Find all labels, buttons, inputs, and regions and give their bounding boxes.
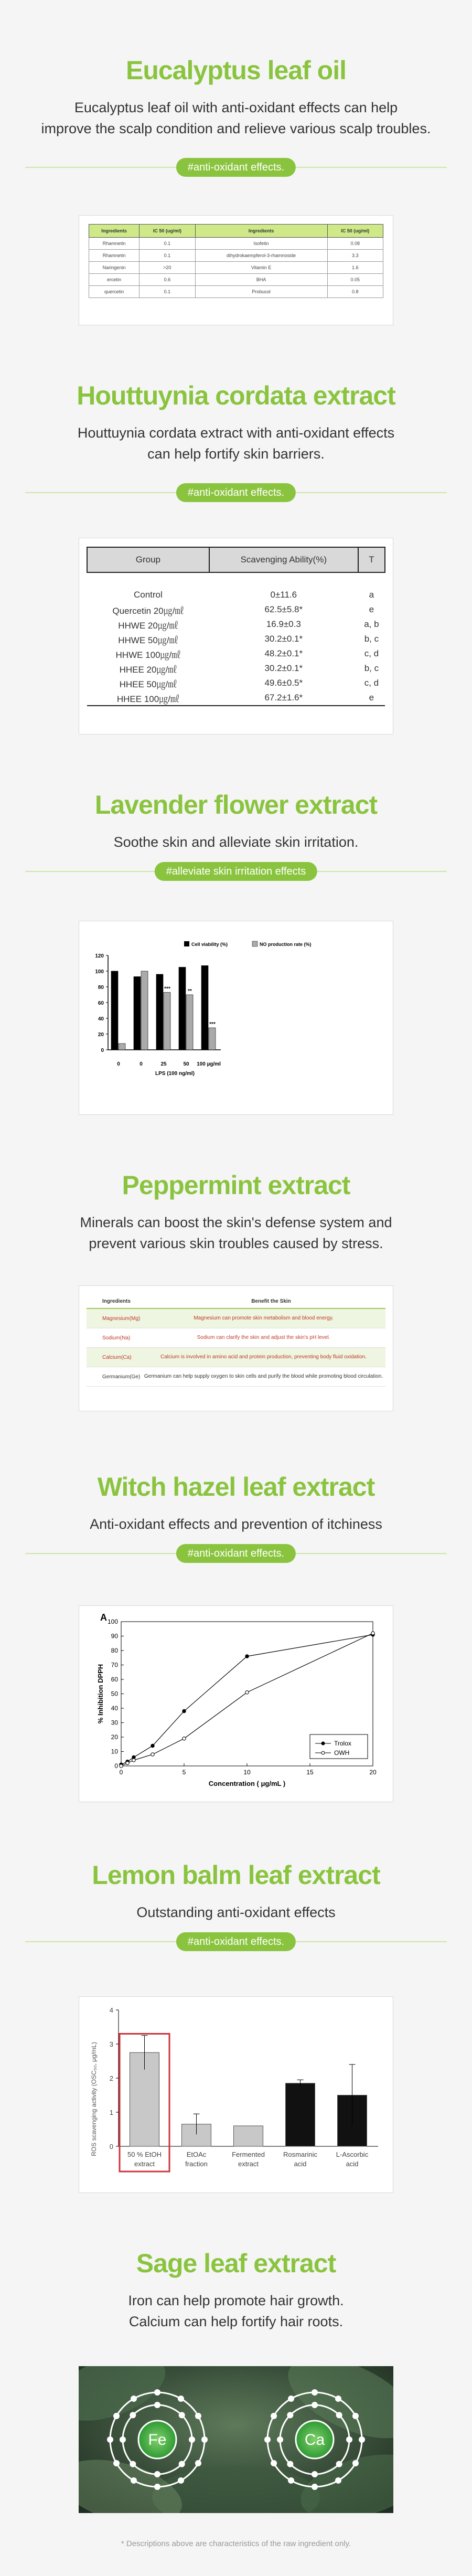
y-tick-label: 10 <box>111 1748 118 1755</box>
section-title: Sage leaf extract <box>136 2249 336 2278</box>
y-tick-label: 0 <box>101 1048 104 1053</box>
data-point <box>183 1709 186 1712</box>
data-point <box>245 1655 249 1658</box>
table-row: Sodium(Na) Sodium can clarify the skin and adjust the skin's pH level. <box>87 1328 385 1348</box>
section-title: Eucalyptus leaf oil <box>125 56 346 85</box>
data-point <box>245 1691 249 1694</box>
electron-dot <box>312 2389 318 2396</box>
legend-label: OWH <box>334 1749 350 1757</box>
x-tick-label: 50 % EtOH <box>127 2151 162 2158</box>
section-title: Houttuynia cordata extract <box>77 381 395 410</box>
electron-dot <box>179 2412 185 2418</box>
sage-leaf-image <box>79 2366 393 2513</box>
y-tick-label: 0 <box>109 2143 113 2151</box>
section-desc-line: Eucalyptus leaf oil with anti-oxidant effects can help <box>74 100 398 115</box>
section-desc-line: Outstanding anti-oxidant effects <box>136 1904 336 1920</box>
data-point <box>371 1632 374 1635</box>
electron-dot <box>195 2413 201 2419</box>
data-point <box>126 1761 129 1764</box>
y-tick-label: 80 <box>98 985 104 991</box>
y-tick-label: 120 <box>95 953 104 959</box>
ic50-table-card <box>79 215 393 325</box>
electron-dot <box>178 2477 184 2484</box>
table-row: Germanium(Ge) Germanium can help supply oxygen to skin cells and purify the blood while promoting blood circulation. <box>87 1367 385 1387</box>
significance-mark: *** <box>209 1021 216 1027</box>
significance-mark: *** <box>164 986 170 992</box>
section-desc-line: can help fortify skin barriers. <box>147 446 325 462</box>
electron-dot <box>131 2396 137 2402</box>
y-tick-label: 80 <box>111 1647 118 1654</box>
electron-dot <box>352 2413 359 2419</box>
panel-label: A <box>100 1612 107 1623</box>
y-tick-label: 40 <box>98 1016 104 1022</box>
effect-badge: #anti-oxidant effects. <box>176 1544 296 1563</box>
table-row: Rhamnetin 0.1 Isofetin 0.08 <box>89 238 383 250</box>
legend-marker <box>321 1751 325 1754</box>
table-row: HHWE 100㎍/㎖ 48.2±0.1* c, d <box>115 648 379 660</box>
lavender-chart-card <box>79 921 393 1115</box>
table-row: Rhamnetin 0.1 dihydrokaempferol-3-rhamnoside 3.3 <box>89 250 383 262</box>
x-tick-label: 5 <box>182 1769 186 1776</box>
electron-dot <box>113 2460 120 2466</box>
legend-marker <box>321 1742 325 1745</box>
electron-dot <box>271 2460 277 2466</box>
y-tick-label: 20 <box>111 1733 118 1741</box>
electron-dot <box>287 2461 293 2467</box>
significance-mark: ** <box>188 988 192 994</box>
x-tick-label: 20 <box>369 1769 377 1776</box>
witch-hazel-section <box>0 1472 472 1564</box>
y-tick-label: 3 <box>109 2040 113 2048</box>
y-tick-label: 60 <box>98 1000 104 1006</box>
chart-bar <box>286 2083 315 2146</box>
electron-dot <box>113 2413 120 2419</box>
chart-bar <box>209 1028 216 1050</box>
x-tick-label: extract <box>238 2160 259 2168</box>
data-point <box>120 1764 123 1768</box>
y-tick-label: 100 <box>95 969 104 975</box>
x-tick-label: 15 <box>306 1769 314 1776</box>
electron-dot <box>346 2436 352 2443</box>
table-row: HHEE 50㎍/㎖ 49.6±0.5* c, d <box>119 678 379 689</box>
electron-dot <box>336 2461 342 2467</box>
section-title: Lemon balm leaf extract <box>92 1860 380 1890</box>
table-header: Ingredients <box>89 225 140 238</box>
x-tick-label: 0 <box>140 1061 143 1067</box>
badge-row <box>0 482 472 503</box>
y-tick-label: 100 <box>107 1618 118 1625</box>
y-axis-label: % Inhibition DPPH <box>96 1664 104 1724</box>
table-header: IC 50 (ug/ml) <box>140 225 195 238</box>
badge-row <box>0 1931 472 1952</box>
y-tick-label: 60 <box>111 1676 118 1683</box>
chart-bar <box>134 977 141 1050</box>
badge-row <box>0 157 472 178</box>
electron-dot <box>312 2471 318 2477</box>
lemon-balm-chart-card <box>79 1996 393 2193</box>
table-row: HHWE 50㎍/㎖ 30.2±0.1* b, c <box>118 634 379 645</box>
x-tick-label: Rosmarinic <box>283 2151 318 2158</box>
badge-row <box>0 1543 472 1564</box>
electron-dot <box>154 2484 160 2490</box>
section-desc-line: Iron can help promote hair growth. <box>128 2293 344 2308</box>
table-row: HHEE 100㎍/㎖ 67.2±1.6* e <box>87 690 385 706</box>
dpph-inhibition-line-chart <box>79 1606 393 1802</box>
electron-dot <box>271 2413 277 2419</box>
table-header: Benefit the Skin <box>142 1294 385 1308</box>
legend-swatch <box>252 941 258 946</box>
y-tick-label: 0 <box>114 1762 118 1770</box>
electron-dot <box>264 2436 271 2443</box>
atom-label: Fe <box>148 2431 167 2449</box>
effect-badge: #anti-oxidant effects. <box>176 1932 296 1951</box>
electron-dot <box>201 2436 208 2443</box>
table-row: Magnesium(Mg) Magnesium can promote skin metabolism and blood energy. <box>87 1308 385 1328</box>
x-tick-label: 25 <box>160 1061 167 1067</box>
section-desc-line: Houttuynia cordata extract with anti-oxidant effects <box>77 425 395 441</box>
electron-dot <box>359 2436 365 2443</box>
table-row: quercetin 0.1 Probucol 0.8 <box>89 286 383 298</box>
data-point <box>183 1737 186 1740</box>
table-header: IC 50 (ug/ml) <box>327 225 383 238</box>
houttuynia-section <box>0 380 472 503</box>
y-tick-label: 20 <box>98 1032 104 1038</box>
x-tick-label: fraction <box>185 2160 208 2168</box>
electron-dot <box>130 2461 136 2467</box>
x-tick-label: 100 µg/ml <box>197 1061 221 1067</box>
table-row: ercetin 0.6 BHA 0.05 <box>89 274 383 286</box>
chart-bar <box>141 971 148 1050</box>
y-tick-label: 40 <box>111 1705 118 1712</box>
legend-swatch <box>184 941 189 946</box>
mineral-table-card <box>79 1285 393 1411</box>
electron-dot <box>107 2436 113 2443</box>
x-axis-label: LPS (100 ng/ml) <box>155 1071 195 1077</box>
section-desc-line: Anti-oxidant effects and prevention of itchiness <box>90 1516 382 1532</box>
table-header: Ingredients <box>87 1294 142 1308</box>
table-row: HHWE 20㎍/㎖ 16.9±0.3 a, b <box>118 619 379 631</box>
table-row: Calcium(Ca) Calcium is involved in amino acid and protein production, preventing body fluid oxidation. <box>87 1348 385 1367</box>
section-desc-line: improve the scalp condition and relieve various scalp troubles. <box>41 121 431 136</box>
chart-bar <box>111 971 118 1050</box>
x-axis-label: Concentration ( μg/mL ) <box>208 1780 286 1787</box>
electron-dot <box>154 2389 160 2396</box>
y-tick-label: 30 <box>111 1719 118 1727</box>
electron-dot <box>288 2477 294 2484</box>
y-tick-label: 70 <box>111 1661 118 1669</box>
table-row: Quercetin 20㎍/㎖ 62.5±5.8* e <box>112 604 374 616</box>
chart-bar <box>156 974 163 1050</box>
electron-dot <box>287 2412 293 2418</box>
ic50-table <box>89 224 383 298</box>
x-tick-label: 0 <box>117 1061 120 1067</box>
chart-bar <box>179 967 186 1050</box>
legend-label: NO production rate (%) <box>260 942 312 947</box>
table-row: Control 0±11.6 a <box>133 590 374 600</box>
scavenging-table-card <box>79 538 393 735</box>
chart-bar <box>201 966 208 1050</box>
electron-dot <box>277 2436 283 2443</box>
sage-mineral-illustration <box>79 2366 393 2513</box>
y-tick-label: 2 <box>109 2074 113 2082</box>
section-desc-line: Minerals can boost the skin's defense system and <box>80 1215 392 1230</box>
footnote: * Descriptions above are characteristics of the raw ingredient only. <box>121 2539 351 2548</box>
legend-label: Cell viability (%) <box>191 942 228 947</box>
electron-dot <box>335 2477 341 2484</box>
eucalyptus-section <box>0 55 472 178</box>
legend-label: Trolox <box>334 1740 351 1747</box>
peppermint-section <box>0 1170 472 1254</box>
electron-dot <box>131 2477 137 2484</box>
data-point <box>132 1759 135 1762</box>
table-header: Group <box>87 547 209 572</box>
x-tick-label: Fermented <box>232 2151 265 2158</box>
electron-dot <box>120 2436 126 2443</box>
table-header: T <box>358 547 385 572</box>
badge-row <box>0 861 472 882</box>
x-tick-label: 0 <box>119 1769 123 1776</box>
ros-scavenging-bar-chart <box>79 1997 393 2192</box>
lavender-section <box>0 790 472 882</box>
effect-badge: #anti-oxidant effects. <box>176 483 296 502</box>
electron-dot <box>154 2402 160 2408</box>
x-tick-label: extract <box>134 2160 155 2168</box>
sage-section <box>0 2248 472 2332</box>
x-tick-label: 50 <box>183 1061 189 1067</box>
electron-dot <box>179 2461 185 2467</box>
x-tick-label: acid <box>294 2160 307 2168</box>
y-tick-label: 50 <box>111 1690 118 1698</box>
x-tick-label: acid <box>346 2160 359 2168</box>
table-header: Scavenging Ability(%) <box>209 547 358 572</box>
lemon-balm-section <box>0 1860 472 1952</box>
section-title: Witch hazel leaf extract <box>97 1472 375 1502</box>
y-tick-label: 4 <box>109 2006 113 2014</box>
electron-dot <box>189 2436 195 2443</box>
chart-bar <box>164 993 170 1050</box>
scavenging-table <box>87 547 385 706</box>
table-row: HHEE 20㎍/㎖ 30.2±0.1* b, c <box>119 663 379 675</box>
table-header: Ingredients <box>195 225 327 238</box>
effect-badge: #anti-oxidant effects. <box>176 158 296 177</box>
chart-bar <box>119 1044 125 1050</box>
section-title: Peppermint extract <box>122 1170 350 1200</box>
x-tick-label: 10 <box>243 1769 251 1776</box>
y-axis-label: ROS scavenging activity (OSC₅₀, μg/mL) <box>90 2042 98 2156</box>
section-title: Lavender flower extract <box>94 790 378 819</box>
electron-dot <box>130 2412 136 2418</box>
atom-label: Ca <box>304 2431 325 2449</box>
electron-dot <box>178 2396 184 2402</box>
section-desc-line: Soothe skin and alleviate skin irritation. <box>113 834 359 850</box>
electron-dot <box>195 2460 201 2466</box>
electron-dot <box>335 2396 341 2402</box>
x-tick-label: L-Ascorbic <box>336 2151 369 2158</box>
electron-dot <box>154 2471 160 2477</box>
data-point <box>151 1744 154 1747</box>
effect-badge: #alleviate skin irritation effects <box>155 862 317 881</box>
table-row: Naringenin >20 Vitamin E 1.6 <box>89 262 383 274</box>
x-tick-label: EtOAc <box>186 2151 207 2158</box>
mineral-table <box>87 1294 385 1387</box>
section-desc-line: prevent various skin troubles caused by stress. <box>89 1236 383 1251</box>
electron-dot <box>288 2396 294 2402</box>
electron-dot <box>352 2460 359 2466</box>
section-desc-line: Calcium can help fortify hair roots. <box>128 2314 344 2329</box>
data-point <box>151 1753 154 1756</box>
cell-viability-bar-chart <box>79 921 393 1114</box>
electron-dot <box>312 2402 318 2408</box>
chart-bar <box>234 2126 263 2146</box>
chart-bar <box>186 995 193 1050</box>
electron-dot <box>336 2412 342 2418</box>
electron-dot <box>312 2484 318 2490</box>
y-tick-label: 1 <box>109 2109 113 2116</box>
y-tick-label: 90 <box>111 1632 118 1640</box>
witch-hazel-chart-card <box>79 1605 393 1802</box>
